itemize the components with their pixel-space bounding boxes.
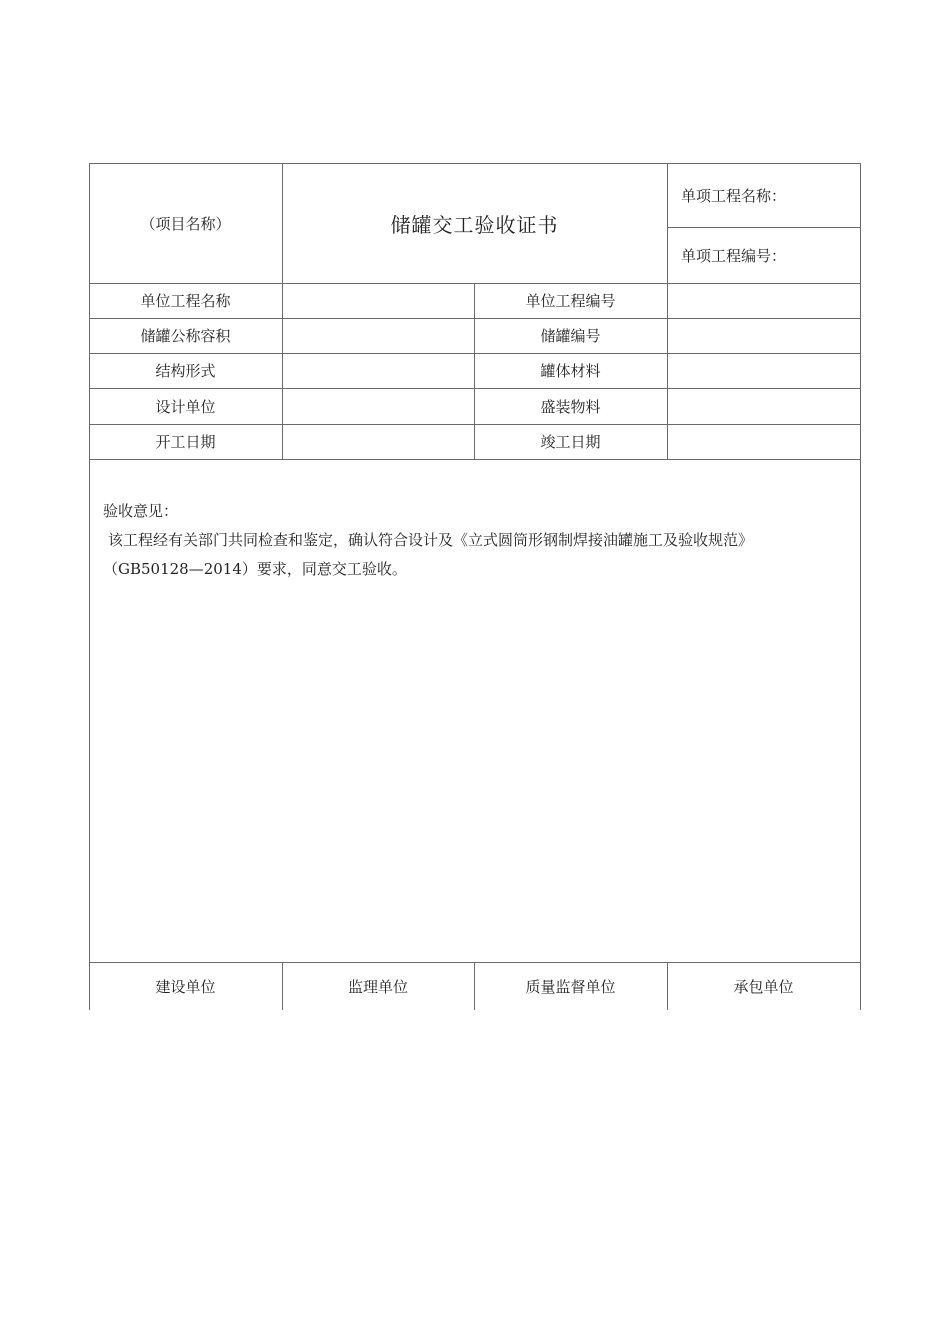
stored-material-label: 盛装物料 [540, 397, 601, 416]
supervision-unit-label: 监理单位 [347, 977, 408, 996]
tank-nominal-capacity-label: 储罐公称容积 [140, 327, 231, 345]
table-border-right [860, 163, 861, 1010]
design-unit-value [282, 388, 474, 424]
construction-unit-label: 建设单位 [155, 977, 216, 996]
row-divider [89, 459, 861, 460]
document-title: 储罐交工验收证书 [390, 212, 559, 237]
structure-type-value [282, 353, 474, 388]
unit-project-name-label: 单位工程名称 [140, 292, 231, 310]
completion-date-value [667, 424, 860, 459]
tank-nominal-capacity-value [282, 318, 474, 353]
start-date-value [282, 424, 474, 459]
project-name-label: （项目名称） [140, 214, 231, 233]
acceptance-opinion [103, 497, 848, 584]
acceptance-opinion-text-line1: 该工程经有关部门共同检查和鉴定，确认符合设计及《立式圆筒形钢制焊接油罐施工及验收规范》 [108, 531, 754, 549]
single-item-number-label: 单项工程编号： [681, 246, 787, 265]
unit-project-number-label: 单位工程编号 [525, 292, 616, 310]
contractor-unit-label: 承包单位 [733, 977, 794, 996]
unit-project-name-value [282, 283, 474, 318]
quality-supervision-unit-label: 质量监督单位 [525, 977, 616, 996]
single-item-name-label: 单项工程名称： [681, 186, 787, 205]
stored-material-value [667, 388, 860, 424]
acceptance-certificate-table [89, 163, 861, 1010]
tank-material-label: 罐体材料 [540, 362, 601, 380]
completion-date-label: 竣工日期 [540, 433, 601, 451]
design-unit-label: 设计单位 [155, 397, 216, 416]
tank-material-value [667, 353, 860, 388]
acceptance-opinion-text-line2: （GB50128—2014）要求，同意交工验收。 [103, 560, 407, 578]
unit-project-number-value [667, 283, 860, 318]
tank-number-label: 储罐编号 [540, 327, 601, 345]
acceptance-opinion-label: 验收意见： [103, 502, 179, 520]
structure-type-label: 结构形式 [155, 362, 216, 380]
tank-number-value [667, 318, 860, 353]
start-date-label: 开工日期 [155, 433, 216, 451]
